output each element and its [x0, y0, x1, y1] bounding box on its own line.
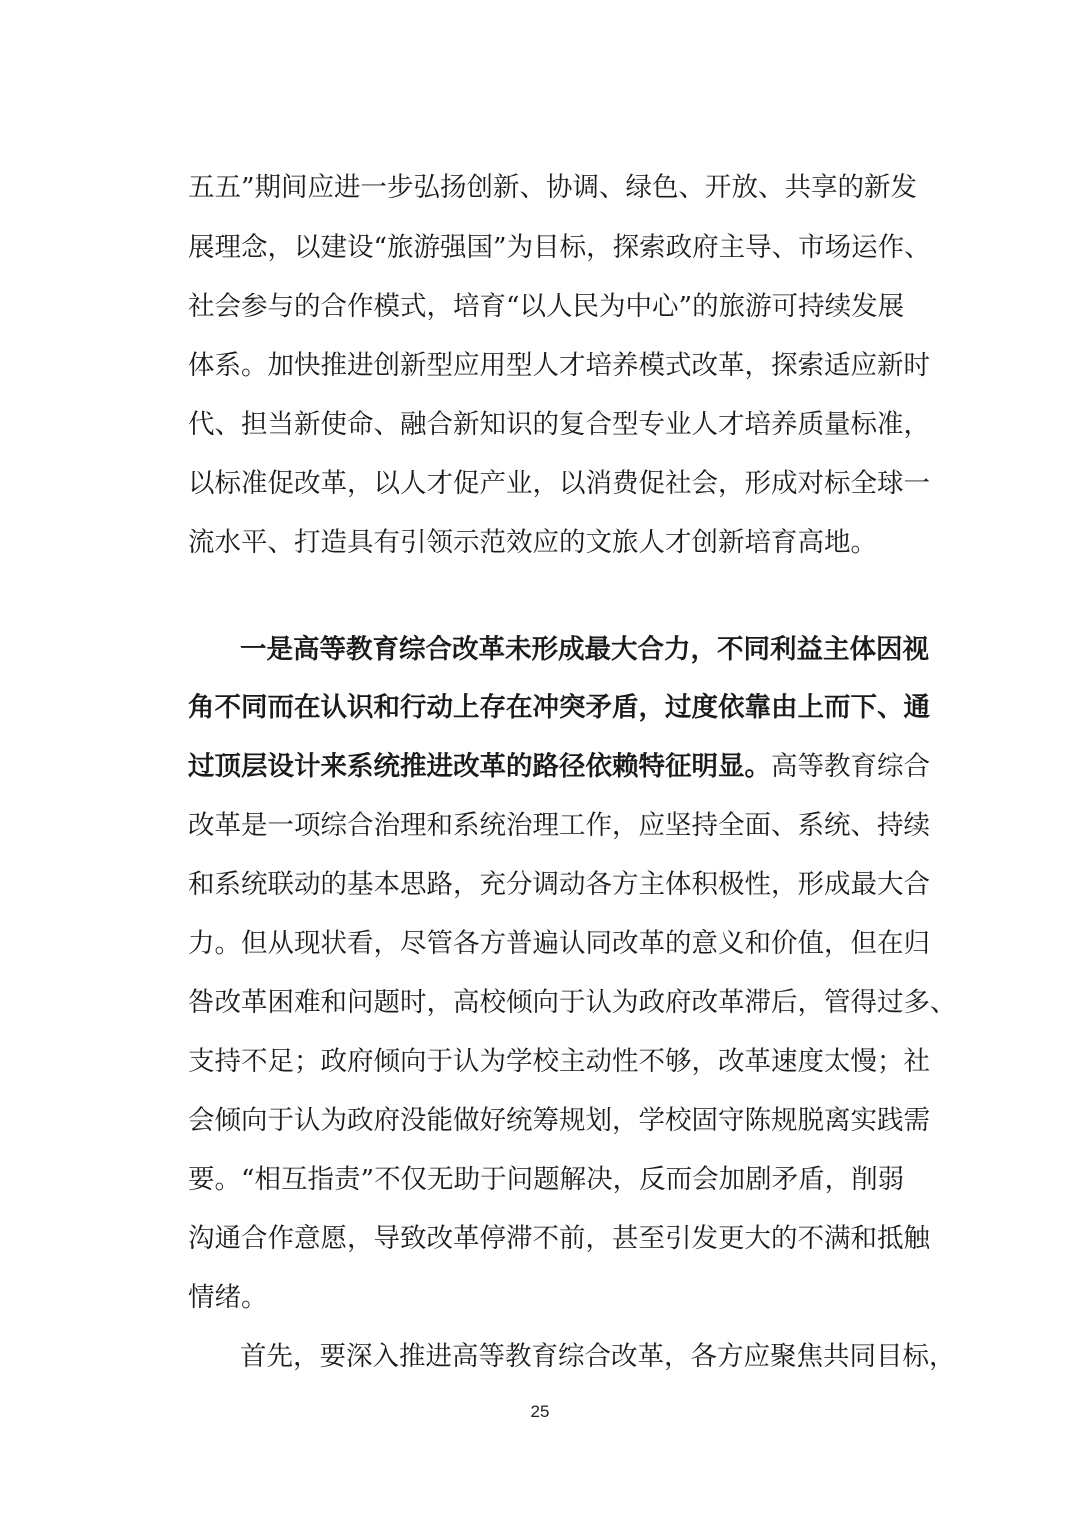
- paragraph-2-line-1: 改革是一项综合治理和系统治理工作，应坚持全面、系统、持续: [188, 810, 930, 841]
- paragraph-1-line-2: 展理念，以建设“旅游强国”为目标，探索政府主导、市场运作、: [188, 232, 931, 263]
- paragraph-1-line-7: 流水平、打造具有引领示范效应的文旅人才创新培育高地。: [188, 527, 877, 558]
- section-heading: [240, 572, 894, 612]
- paragraph-1-line-4: 体系。加快推进创新型应用型人才培养模式改革，探索适应新时: [188, 350, 930, 381]
- paragraph-2-line-6: 会倾向于认为政府没能做好统筹规划，学校固守陈规脱离实践需: [188, 1105, 930, 1136]
- paragraph-2-mixed-line: [188, 747, 930, 787]
- paragraph-1-line-6: 以标准促改革，以人才促产业，以消费促社会，形成对标全球一: [188, 468, 930, 499]
- paragraph-2-line-5: 支持不足；政府倾向于认为学校主动性不够，改革速度太慢；社: [188, 1046, 930, 1077]
- paragraph-2-normal-start: 高等教育综合: [771, 751, 930, 782]
- paragraph-2-line-4: 咎改革困难和问题时，高校倾向于认为政府改革滞后，管得过多、: [188, 987, 957, 1018]
- paragraph-2-line-9: 情绪。: [188, 1282, 268, 1313]
- paragraph-2-line-8: 沟通合作意愿，导致改革停滞不前，甚至引发更大的不满和抵触: [188, 1223, 930, 1254]
- paragraph-1-line-5: 代、担当新使命、融合新知识的复合型专业人才培养质量标准，: [188, 409, 930, 440]
- paragraph-2-bold-line-1: 一是高等教育综合改革未形成最大合力，不同利益主体因视: [240, 634, 929, 665]
- paragraph-2-bold-ending: 过顶层设计来系统推进改革的路径依赖特征明显。: [188, 751, 771, 782]
- paragraph-2-line-2: 和系统联动的基本思路，充分调动各方主体积极性，形成最大合: [188, 869, 930, 900]
- paragraph-2-line-7: 要。“相互指责”不仅无助于问题解决，反而会加剧矛盾，削弱: [188, 1164, 905, 1195]
- page-number: 25: [530, 1402, 550, 1421]
- paragraph-1-line-1: 五五”期间应进一步弘扬创新、协调、绿色、开放、共享的新发: [188, 172, 918, 203]
- paragraph-1-line-3: 社会参与的合作模式，培育“以人民为中心”的旅游可持续发展: [188, 291, 905, 322]
- paragraph-2-bold-line-2: 角不同而在认识和行动上存在冲突矛盾，过度依靠由上而下、通: [188, 692, 930, 723]
- paragraph-3-line-1: 首先，要深入推进高等教育综合改革，各方应聚焦共同目标，: [240, 1341, 956, 1372]
- paragraph-2-line-3: 力。但从现状看，尽管各方普遍认同改革的意义和价值，但在归: [188, 928, 930, 959]
